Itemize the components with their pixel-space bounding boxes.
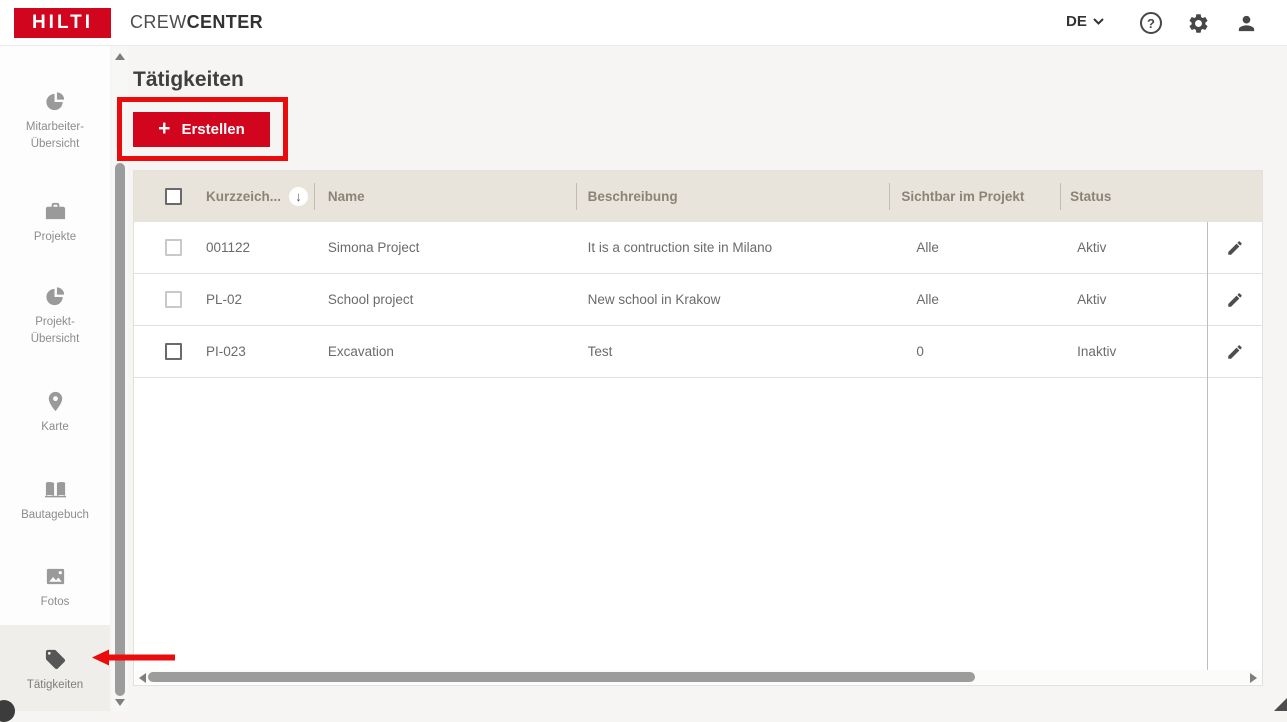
cell-kurzzeichen: 001122 bbox=[205, 240, 251, 255]
column-header-beschreibung[interactable]: Beschreibung bbox=[576, 171, 890, 222]
sidebar-item-label: Karte bbox=[41, 421, 69, 433]
sidebar-item-label: Mitarbeiter- bbox=[25, 121, 85, 133]
cell-name: Simona Project bbox=[327, 240, 420, 255]
scroll-up-button[interactable] bbox=[115, 53, 125, 60]
edit-button[interactable] bbox=[1222, 235, 1248, 261]
scroll-right-button[interactable] bbox=[1250, 673, 1257, 683]
cell-status: Inaktiv bbox=[1077, 344, 1117, 359]
cell-sichtbar: Alle bbox=[916, 240, 939, 255]
cell-status: Aktiv bbox=[1077, 292, 1107, 307]
app-title-regular: CREW bbox=[130, 12, 187, 32]
sidebar bbox=[0, 46, 110, 711]
table-row[interactable] bbox=[134, 274, 1262, 326]
cell-sichtbar: 0 bbox=[916, 344, 924, 359]
row-checkbox[interactable] bbox=[165, 343, 182, 360]
select-all-checkbox[interactable] bbox=[165, 188, 182, 205]
language-selector[interactable] bbox=[1066, 13, 1104, 30]
pie-chart-icon bbox=[0, 90, 110, 113]
sidebar-item-projekt-uebersicht[interactable] bbox=[0, 285, 110, 349]
create-button[interactable] bbox=[133, 112, 270, 147]
sidebar-item-bautagebuch[interactable] bbox=[0, 478, 110, 524]
column-header-kurzzeichen[interactable]: Kurzzeich... ↓ bbox=[198, 171, 314, 222]
cell-sichtbar: Alle bbox=[916, 292, 939, 307]
page-title: Tätigkeiten bbox=[133, 68, 244, 91]
table-row[interactable] bbox=[134, 222, 1262, 274]
column-header-sichtbar-im-projekt[interactable]: Sichtbar im Projekt bbox=[889, 171, 1060, 222]
plus-icon: + bbox=[158, 117, 171, 140]
sidebar-item-label: Fotos bbox=[40, 596, 70, 608]
main-content bbox=[130, 46, 1287, 711]
cell-beschreibung: It is a contruction site in Milano bbox=[587, 240, 773, 255]
cell-name: Excavation bbox=[327, 344, 394, 359]
cell-kurzzeichen: PI-023 bbox=[205, 344, 246, 359]
language-code: DE bbox=[1066, 13, 1087, 30]
row-checkbox[interactable] bbox=[165, 239, 182, 256]
pencil-icon bbox=[1226, 291, 1244, 309]
sidebar-item-taetigkeiten[interactable] bbox=[0, 648, 110, 694]
cell-status: Aktiv bbox=[1077, 240, 1107, 255]
sidebar-item-projekte[interactable] bbox=[0, 200, 110, 246]
cell-beschreibung: New school in Krakow bbox=[587, 292, 721, 307]
sidebar-item-label: Übersicht bbox=[30, 138, 80, 151]
table-row[interactable] bbox=[134, 326, 1262, 378]
horizontal-scrollbar-thumb[interactable] bbox=[148, 672, 975, 682]
user-icon[interactable] bbox=[1235, 12, 1258, 35]
tag-icon bbox=[0, 648, 110, 671]
map-pin-icon bbox=[0, 390, 110, 413]
sort-descending-icon[interactable]: ↓ bbox=[289, 187, 308, 206]
sidebar-item-label: Übersicht bbox=[30, 333, 80, 346]
column-header-status[interactable]: Status bbox=[1060, 171, 1207, 222]
cell-kurzzeichen: PL-02 bbox=[205, 292, 242, 307]
settings-gear-icon[interactable] bbox=[1187, 12, 1210, 35]
sidebar-item-karte[interactable] bbox=[0, 390, 110, 436]
vertical-scrollbar[interactable] bbox=[112, 46, 128, 711]
column-header-name[interactable]: Name bbox=[314, 171, 576, 222]
open-book-icon bbox=[0, 478, 110, 501]
app-title-bold: CENTER bbox=[186, 12, 263, 32]
horizontal-scrollbar[interactable] bbox=[135, 670, 1262, 684]
sidebar-item-label: Projekte bbox=[33, 231, 77, 243]
app-title bbox=[130, 12, 263, 33]
resize-grip-icon[interactable] bbox=[1274, 698, 1287, 711]
briefcase-icon bbox=[0, 200, 110, 223]
photo-icon bbox=[0, 565, 110, 588]
topbar bbox=[0, 0, 1287, 46]
hilti-logo[interactable]: HILTI bbox=[14, 8, 111, 38]
sidebar-item-label: Bautagebuch bbox=[21, 509, 89, 521]
pie-chart-icon bbox=[0, 285, 110, 308]
row-checkbox[interactable] bbox=[165, 291, 182, 308]
vertical-scrollbar-thumb[interactable] bbox=[115, 163, 125, 696]
pencil-icon bbox=[1226, 343, 1244, 361]
pencil-icon bbox=[1226, 239, 1244, 257]
sidebar-item-label: Tätigkeiten bbox=[26, 679, 84, 691]
help-icon[interactable]: ? bbox=[1140, 12, 1163, 35]
cell-beschreibung: Test bbox=[587, 344, 613, 359]
sidebar-item-mitarbeiter-uebersicht[interactable] bbox=[0, 90, 110, 154]
sidebar-item-label: Projekt- bbox=[35, 316, 75, 328]
edit-button[interactable] bbox=[1222, 339, 1248, 365]
edit-button[interactable] bbox=[1222, 287, 1248, 313]
scroll-left-button[interactable] bbox=[139, 673, 146, 683]
create-button-label: Erstellen bbox=[181, 121, 245, 138]
table-header-row bbox=[134, 171, 1262, 222]
cell-name: School project bbox=[327, 292, 414, 307]
sidebar-item-fotos[interactable] bbox=[0, 565, 110, 611]
scroll-down-button[interactable] bbox=[115, 699, 125, 706]
activities-table bbox=[133, 170, 1263, 686]
chevron-down-icon bbox=[1093, 18, 1104, 25]
